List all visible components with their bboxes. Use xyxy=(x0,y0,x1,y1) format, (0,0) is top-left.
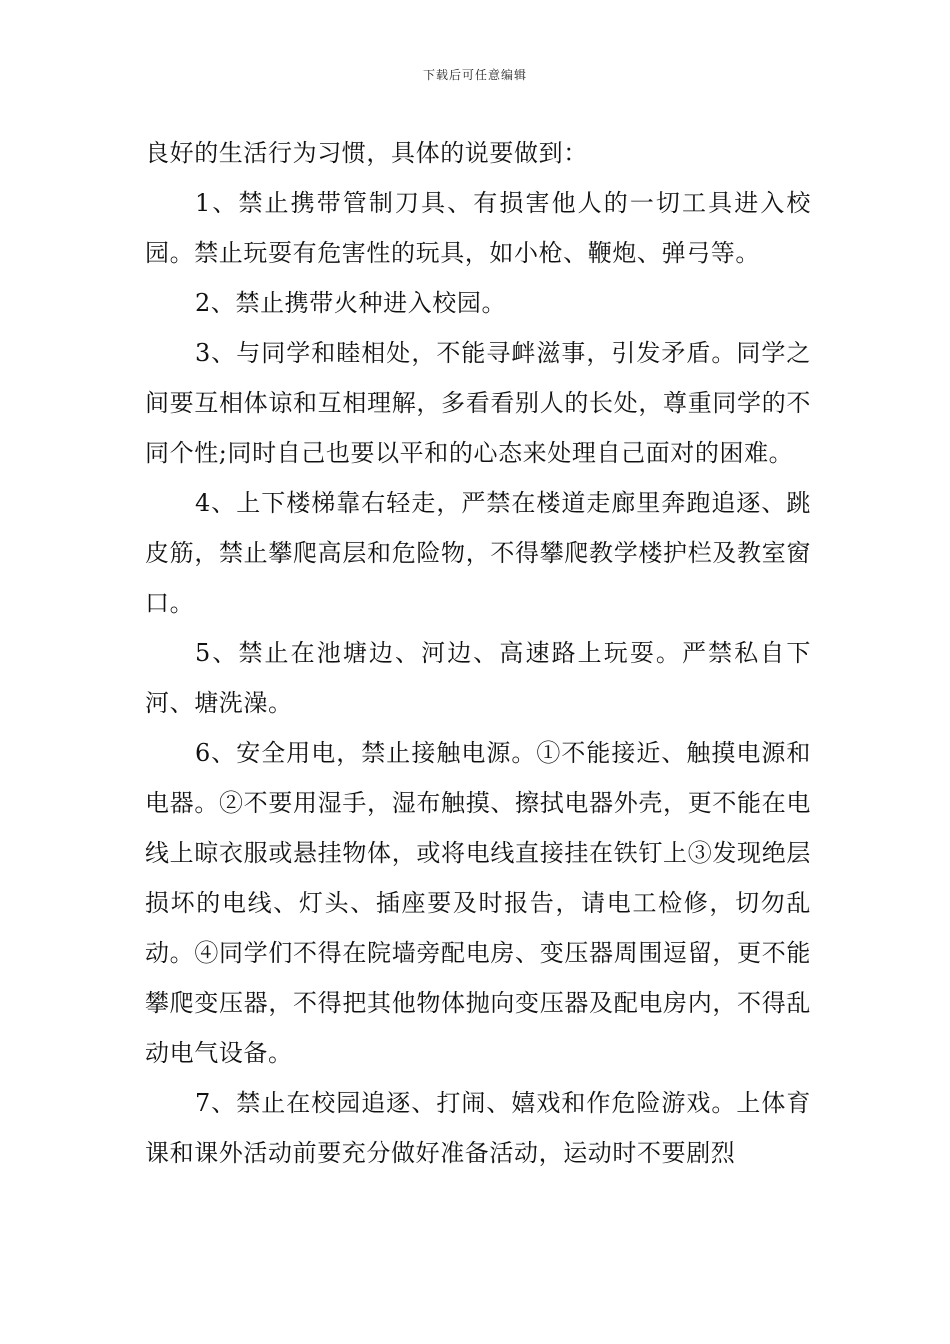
paragraph-item-5: 5、禁止在池塘边、河边、高速路上玩耍。严禁私自下河、塘洗澡。 xyxy=(145,639,811,717)
header-note: 下载后可任意编辑 xyxy=(422,68,527,82)
paragraph-item-2: 2、禁止携带火种进入校园。 xyxy=(195,289,507,317)
paragraph-item-4: 4、上下楼梯靠右轻走，严禁在楼道走廊里奔跑追逐、跳皮筋，禁止攀爬高层和危险物，不得攀爬教学楼护栏及教室窗口。 xyxy=(145,489,811,617)
paragraph-item-7: 7、禁止在校园追逐、打闹、嬉戏和作危险游戏。上体育课和课外活动前要充分做好准备活动，运动时不要剧烈 xyxy=(145,1089,811,1167)
paragraph-item-6: 6、安全用电，禁止接触电源。①不能接近、触摸电源和电器。②不要用湿手，湿布触摸、擦拭电器外壳，更不能在电线上晾衣服或悬挂物体，或将电线直接挂在铁钉上③发现绝层损坏的电线、灯头、插座要及时报告，请电工检修，切勿乱动。④同学们不得在院墙旁配电房、变压器周围逗留，更不能攀爬变压器，不得把其他物体抛向变压器及配电房内，不得乱动电气设备。 xyxy=(145,739,811,1067)
paragraph-item-3: 3、与同学和睦相处，不能寻衅滋事，引发矛盾。同学之间要互相体谅和互相理解，多看看别人的长处，尊重同学的不同个性;同时自己也要以平和的心态来处理自己面对的困难。 xyxy=(145,339,811,467)
paragraph-intro: 良好的生活行为习惯，具体的说要做到： xyxy=(145,139,588,167)
document-body xyxy=(145,128,811,1178)
paragraph-item-1: 1、禁止携带管制刀具、有损害他人的一切工具进入校园。禁止玩耍有危害性的玩具，如小枪、鞭炮、弹弓等。 xyxy=(145,189,811,267)
